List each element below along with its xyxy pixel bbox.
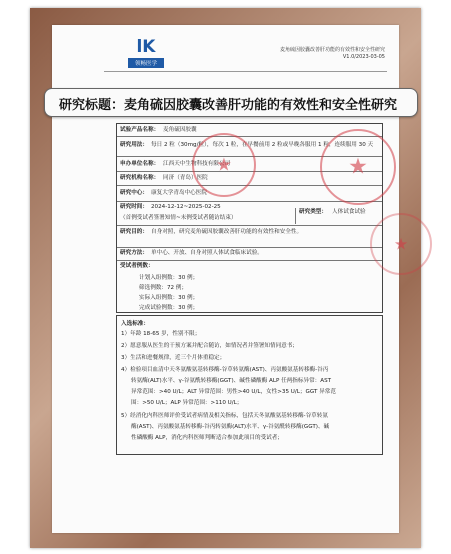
usage-value: 每日 2 粒（30mg/粒），每次 1 粒，在早餐前用 2 粒或早晚各服用 1 粒，连续服用 30 天	[151, 142, 374, 148]
row-period	[117, 201, 382, 226]
design-value: 单中心、开放、自身对照人体试食临床试验。	[151, 250, 263, 256]
type-value: 人体试食试验	[332, 209, 366, 215]
inclusion-item: 2）愿意服从医生的干预方案并配合随访，如情况者并签署知情同意书；	[121, 343, 298, 349]
official-seal	[370, 213, 432, 275]
usage-label: 研究用法：	[120, 142, 148, 148]
sponsor-value: 江西天中生物科技有限公司	[163, 161, 231, 167]
inclusion-label: 入选标准：	[121, 321, 149, 327]
objective-label: 研究目的：	[120, 229, 148, 235]
sponsor-label: 申办单位名称：	[120, 161, 160, 167]
org-value: 同济（青岛）医院	[163, 175, 208, 181]
document-header	[280, 47, 385, 61]
row-design	[117, 247, 382, 261]
page-title	[59, 94, 397, 113]
seal-star-icon: ★	[393, 234, 409, 254]
inclusion-item: 4）检验项目血清中天冬氨酸氨基转移酶-谷草转氨酶(AST)、丙氨酸氨基转移酶-谷丙	[121, 367, 329, 373]
site-label: 研究中心：	[120, 190, 148, 196]
inclusion-item: 5）经消化内科医师评价受试者病情及相关指标，包括天冬氨酸氨基转移酶-谷草转氨	[121, 413, 328, 419]
inclusion-item: 围：>50 U/L；ALP 异常范围：>110 U/L；	[131, 400, 243, 406]
title-text: 麦角硫因胶囊改善肝功能的有效性和安全性研究	[124, 98, 398, 113]
inclusion-item: 3）生活和进餐规律，近三个月体重稳定；	[121, 355, 226, 361]
period-note: （首例受试者签署知情~末例受试者随访结束）	[120, 215, 237, 221]
header-divider	[104, 71, 387, 72]
official-seal	[320, 129, 396, 205]
row-subjects	[117, 260, 382, 314]
org-label: 研究机构名称：	[120, 175, 160, 181]
inclusion-item: 性磷酸酶 ALP，消化内科医师判断适合参加此项目的受试者；	[131, 435, 283, 441]
period-value: 2024-12-12~2025-02-25	[151, 204, 221, 210]
site-value: 康复大学青岛中心医院	[151, 190, 207, 196]
subjects-label: 受试者例数：	[120, 263, 154, 269]
seal-star-icon: ★	[348, 154, 368, 180]
inclusion-item: 酶(AST)、丙氨酸氨基转移酶-谷丙转氨酶(ALT)水平、γ-谷氨酰转移酶(GGT)、碱	[131, 424, 330, 430]
inclusion-item: 1）年龄 18-65 岁，性别不限；	[121, 331, 201, 337]
product-label: 试验产品名称：	[120, 127, 160, 133]
type-label: 研究类型：	[295, 208, 327, 224]
seal-star-icon: ★	[215, 154, 233, 176]
subjects-item: 计划入组例数：30 例；	[139, 275, 199, 281]
company-logo	[128, 38, 164, 68]
subjects-item: 完成试验例数：30 例；	[139, 305, 199, 311]
row-objective	[117, 225, 382, 248]
research-title-banner	[44, 88, 418, 117]
logo-text: 领畅医学	[128, 58, 164, 68]
period-label: 研究时间：	[120, 204, 148, 210]
design-label: 研究方法：	[120, 250, 148, 256]
inclusion-item: 转氨酶(ALT)水平、γ-谷氨酰转移酶(GGT)、碱性磷酸酶 ALP 任两指标异常：AST	[131, 378, 332, 384]
inclusion-section	[116, 315, 383, 455]
header-title: 麦角硫因胶囊改善肝功能的有效性和安全性研究	[279, 47, 385, 53]
title-label: 研究标题：	[59, 98, 125, 113]
subjects-item: 筛选例数：72 例；	[139, 285, 188, 291]
official-seal	[192, 133, 256, 197]
product-value: 麦角硫因胶囊	[163, 127, 197, 133]
header-version: V1.0/2023-03-05	[342, 54, 385, 60]
subjects-item: 实际入组例数：30 例；	[139, 295, 199, 301]
inclusion-item: 异常范围：>40 U/L；ALT 异常范围：男性>40 U/L，女性>35 U/L；GGT 异常范	[131, 389, 336, 395]
objective-value: 自身对照，研究麦角硫因胶囊改善肝功能的有效性和安全性。	[151, 229, 303, 235]
logo-mark: lK	[136, 37, 156, 57]
